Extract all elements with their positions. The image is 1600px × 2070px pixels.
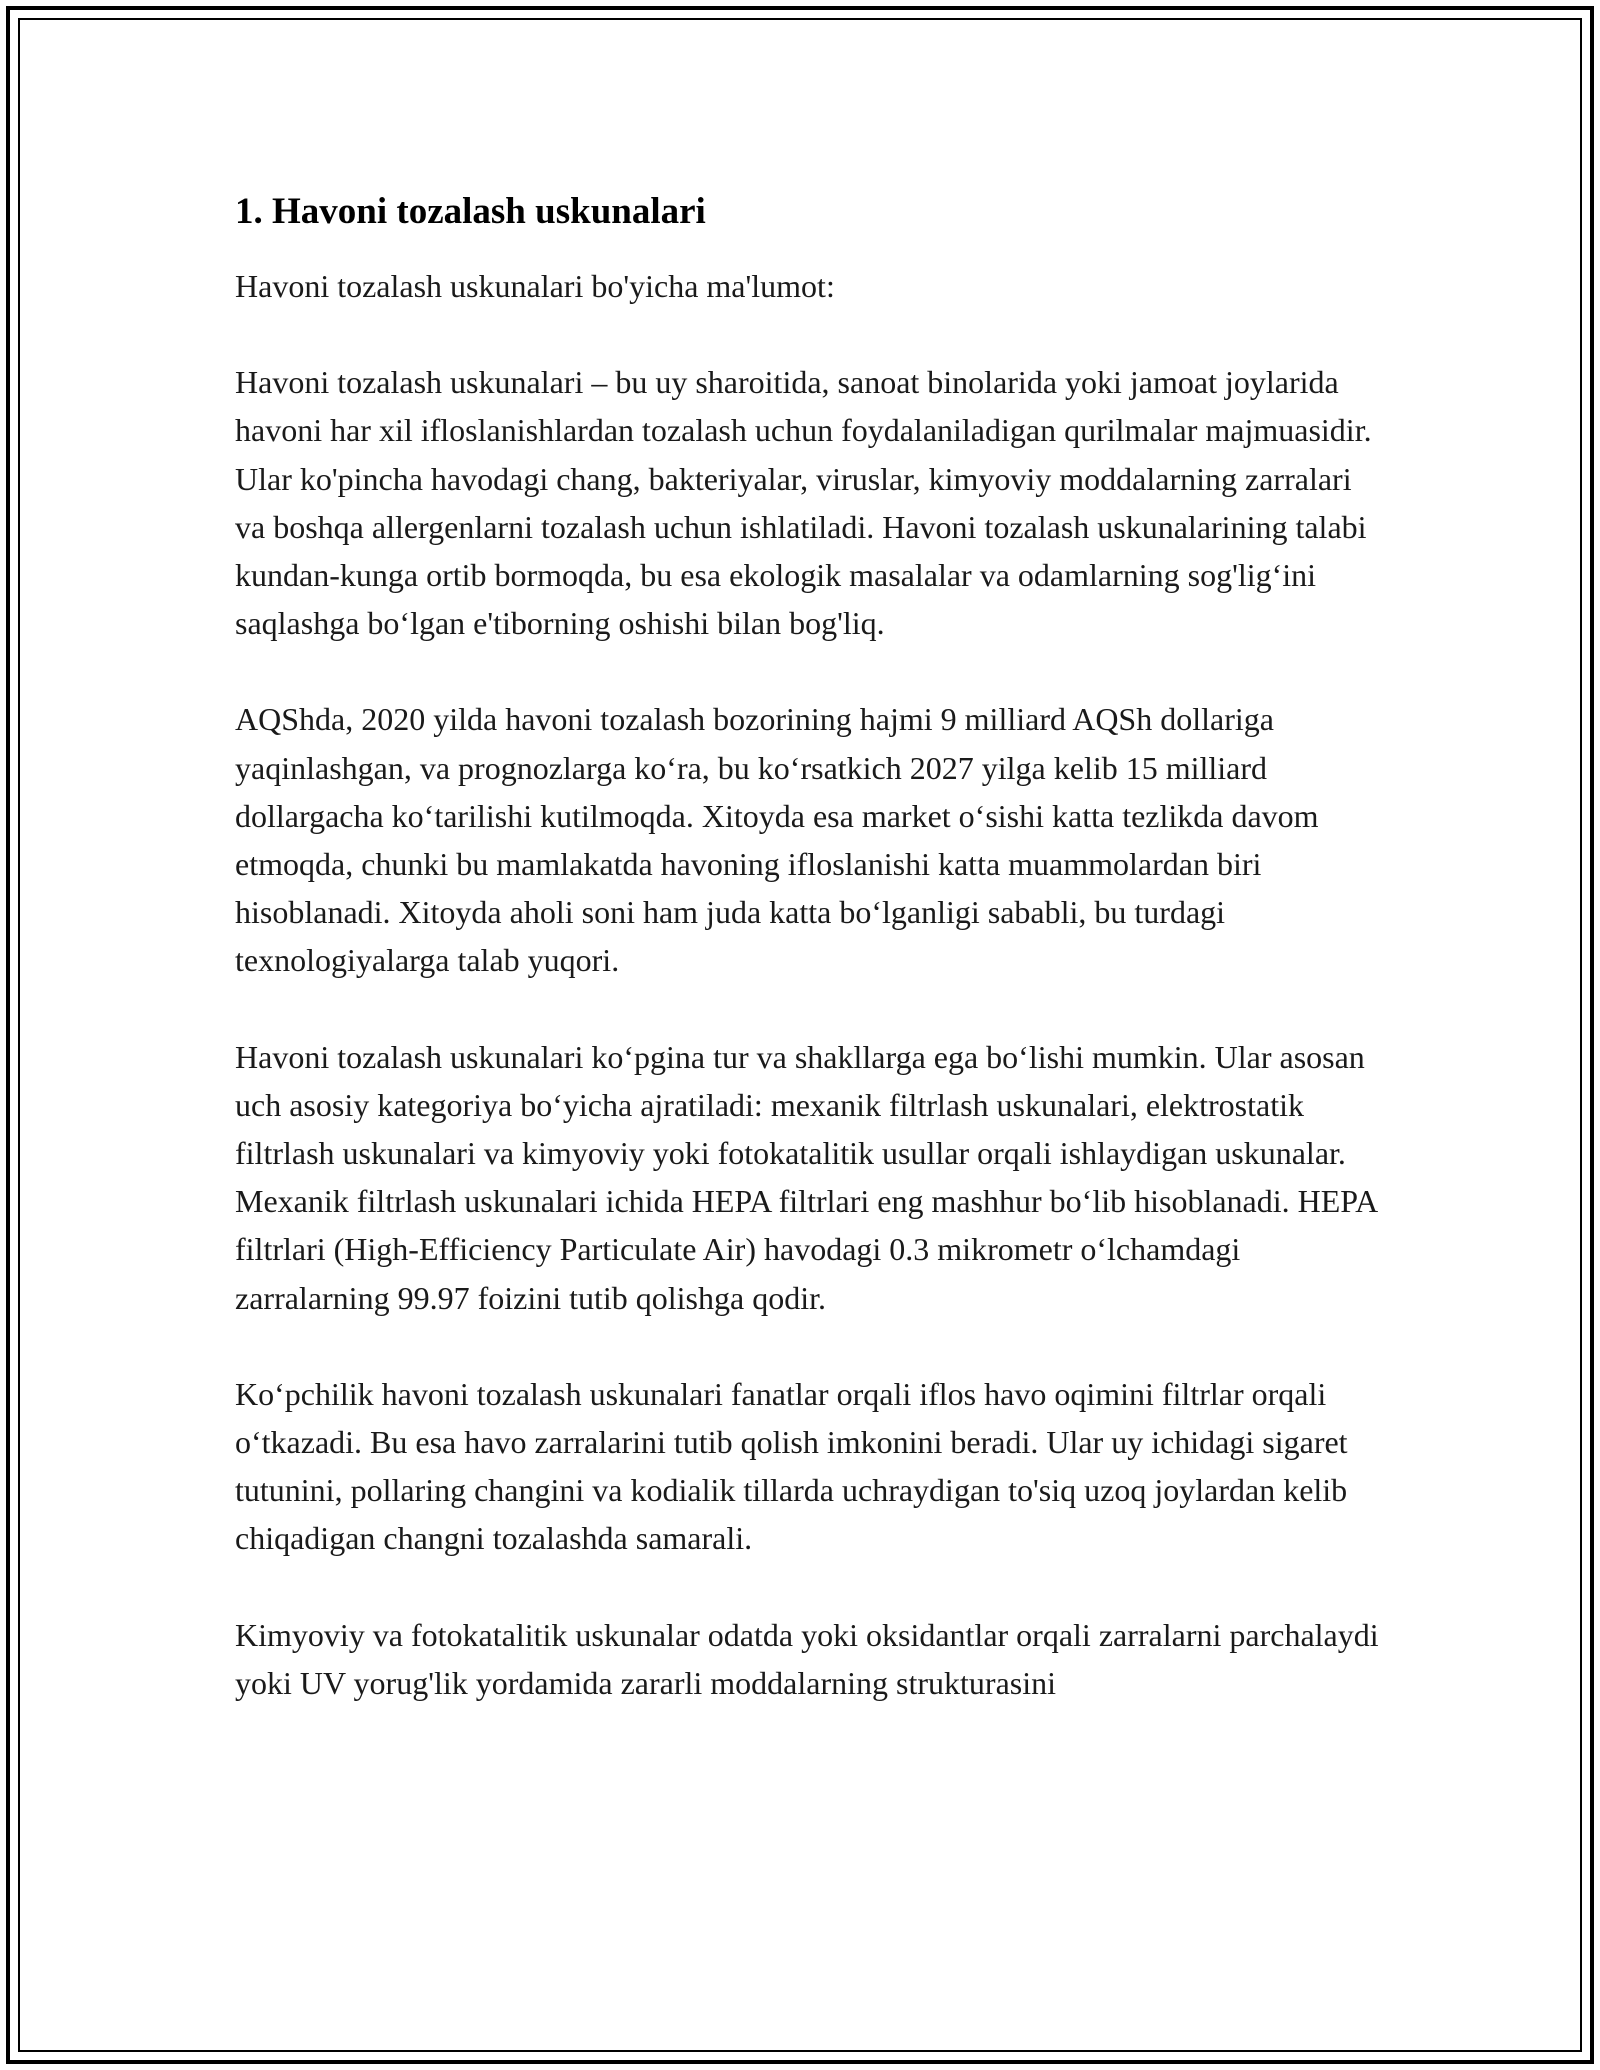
intro-line: Havoni tozalash uskunalari bo'yicha ma'lumot: bbox=[235, 268, 835, 304]
paragraph-types: Havoni tozalash uskunalari ko‘pgina tur va shakllarga ega bo‘lishi mumkin. Ular asosan uch asosiy kategoriya bo‘yicha ajratiladi: mexanik filtrlash uskunalari, elektrostatik filtrlash uskunalari va kimyoviy yoki fotokatalitik usullar orqali ishlaydigan uskunalar. Mexanik filtrlash uskunalari ichida HEPA filtrlari eng mashhur bo‘lib hisoblanadi. HEPA filtrlari (High-Efficiency Particulate Air) havodagi 0.3 mikrometr o‘lchamdagi zarralarning 99.97 foizini tutib qolishga qodir. bbox=[235, 1038, 1377, 1316]
paragraph-fans: Ko‘pchilik havoni tozalash uskunalari fanatlar orqali iflos havo oqimini filtrlar orqali o‘tkazadi. Bu esa havo zarralarini tutib qolish imkonini beradi. Ular uy ichidagi sigaret tutunini, pollaring changini va kodialik tillarda uchraydigan to'siq uzoq joylardan kelib chiqadigan changni tozalashda samarali. bbox=[235, 1375, 1348, 1557]
section-heading: 1. Havoni tozalash uskunalari bbox=[235, 191, 706, 232]
paragraph-definition: Havoni tozalash uskunalari – bu uy sharoitida, sanoat binolarida yoki jamoat joylarida havoni har xil ifloslanishlardan tozalash uchun foydalaniladigan qurilmalar majmuasidir. Ular ko'pincha havodagi chang, bakteriyalar, viruslar, kimyoviy moddalarning zarralari va boshqa allergenlarni tozalash uchun ishlatiladi. Havoni tozalash uskunalarining talabi kundan-kunga ortib bormoqda, bu esa ekologik masalalar va odamlarning sog'lig‘ini saqlashga bo‘lgan e'tiborning oshishi bilan bog'liq. bbox=[235, 364, 1372, 642]
paragraph-chemical: Kimyoviy va fotokatalitik uskunalar odatda yoki oksidantlar orqali zarralarni parchalaydi yoki UV yorug'lik yordamida zararli moddalarning strukturasini bbox=[235, 1616, 1379, 1701]
paragraph-market: AQShda, 2020 yilda havoni tozalash bozorining hajmi 9 milliard AQSh dollariga yaqinlashgan, va prognozlarga ko‘ra, bu ko‘rsatkich 2027 yilga kelib 15 milliard dollargacha ko‘tarilishi kutilmoqda. Xitoyda esa market o‘sishi katta tezlikda davom etmoqda, chunki bu mamlakatda havoning ifloslanishi katta muammolardan biri hisoblanadi. Xitoyda aholi soni ham juda katta bo‘lganligi sababli, bu turdagi texnologiyalarga talab yuqori. bbox=[235, 701, 1319, 979]
document-body bbox=[235, 188, 1385, 1755]
